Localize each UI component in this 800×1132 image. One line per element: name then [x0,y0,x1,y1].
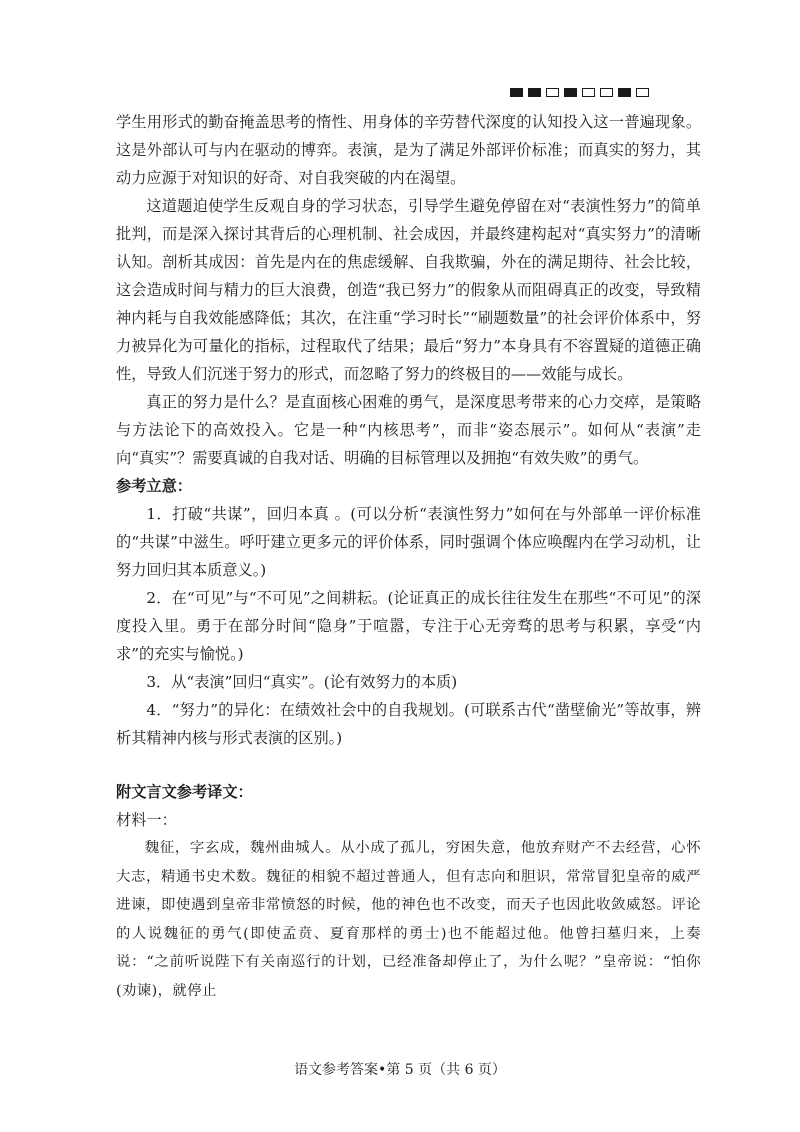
page-footer: 语文参考答案•第 5 页（共 6 页） [294,1062,506,1078]
paragraph-intro: 学生用形式的勤奋掩盖思考的惰性、用身体的辛劳替代深度的认知投入这一普遍现象。这是外部认可与内在驱动的博弈。表演，是为了满足外部评价标准；而真实的努力，其动力应源于对知识的好奇、对自我突破的内在渴望。 [116,113,701,187]
paragraph-true-effort: 真正的努力是什么？是直面核心困难的勇气，是深度思考带来的心力交瘁，是策略与方法论下的高效投入。它是一种“内核思考”，而非“姿态展示”。如何从“表演”走向“真实”？需要真诚的自我对话、明确的目标管理以及拥抱“有效失败”的勇气。 [116,393,701,467]
translation-paragraph: 魏征，字玄成，魏州曲城人。从小成了孤儿，穷困失意，他放弃财产不去经营，心怀大志，精通书史术数。魏征的相貌不超过普通人，但有志向和胆识，常常冒犯皇帝的威严进谏，即使遇到皇帝非常愤怒的时候，他的神色也不改变，而天子也因此收敛威怒。评论的人说魏征的勇气(即使孟贲、夏育那样的勇士)也不能超过他。他曾扫墓归来，上奏说：“之前听说陛下有关南巡行的计划，已经准备却停止了，为什么呢？”皇帝说：“怕你(劝谏)，就停止 [116,840,701,999]
translation-block [116,834,701,1005]
section-title-ideas: 参考立意： [116,477,192,495]
header-mark [564,88,577,97]
idea-item: 3．从“表演”回归“真实”。(论有效努力的本质) [146,673,458,691]
material-label: 材料一： [116,811,177,829]
page-content [116,108,701,1005]
header-marks [510,88,649,97]
header-mark [528,88,541,97]
idea-item: 2．在“可见”与“不可见”之间耕耘。(论证真正的成长往往发生在那些“不可见”的深度投入里。勇于在部分时间“隐身”于喧嚣，专注于心无旁骛的思考与积累，享受“内求”的充实与愉悦。) [116,589,701,663]
section-title-translation: 附文言文参考译文： [116,783,253,801]
paragraph-analysis: 这道题迫使学生反观自身的学习状态，引导学生避免停留在对“表演性努力”的简单批判，而是深入探讨其背后的心理机制、社会成因，并最终建构起对“真实努力”的清晰认知。剖析其成因：首先是内在的焦虑缓解、自我欺骗，外在的满足期待、社会比较，这会造成时间与精力的巨大浪费，创造“我已努力”的假象从而阻碍真正的改变，导致精神内耗与自我效能感降低；其次，在注重“学习时长”“刷题数量”的社会评价体系中，努力被异化为可量化的指标，过程取代了结果；最后“努力”本身具有不容置疑的道德正确性，导致人们沉迷于努力的形式，而忽略了努力的终极目的——效能与成长。 [116,197,701,383]
idea-item: 1．打破“共谋”，回归本真 。(可以分析“表演性努力”如何在与外部单一评价标准的“共谋”中滋生。呼吁建立更多元的评价体系，同时强调个体应唤醒内在学习动机，让努力回归其本质意义。) [116,505,701,579]
header-mark [636,88,649,97]
header-mark [510,88,523,97]
section-gap [116,752,701,778]
header-mark [582,88,595,97]
header-mark [618,88,631,97]
header-mark [546,88,559,97]
idea-item: 4．“努力”的异化：在绩效社会中的自我规划。(可联系古代“凿壁偷光”等故事，辨析其精神内核与形式表演的区别。) [116,701,701,747]
header-mark [600,88,613,97]
